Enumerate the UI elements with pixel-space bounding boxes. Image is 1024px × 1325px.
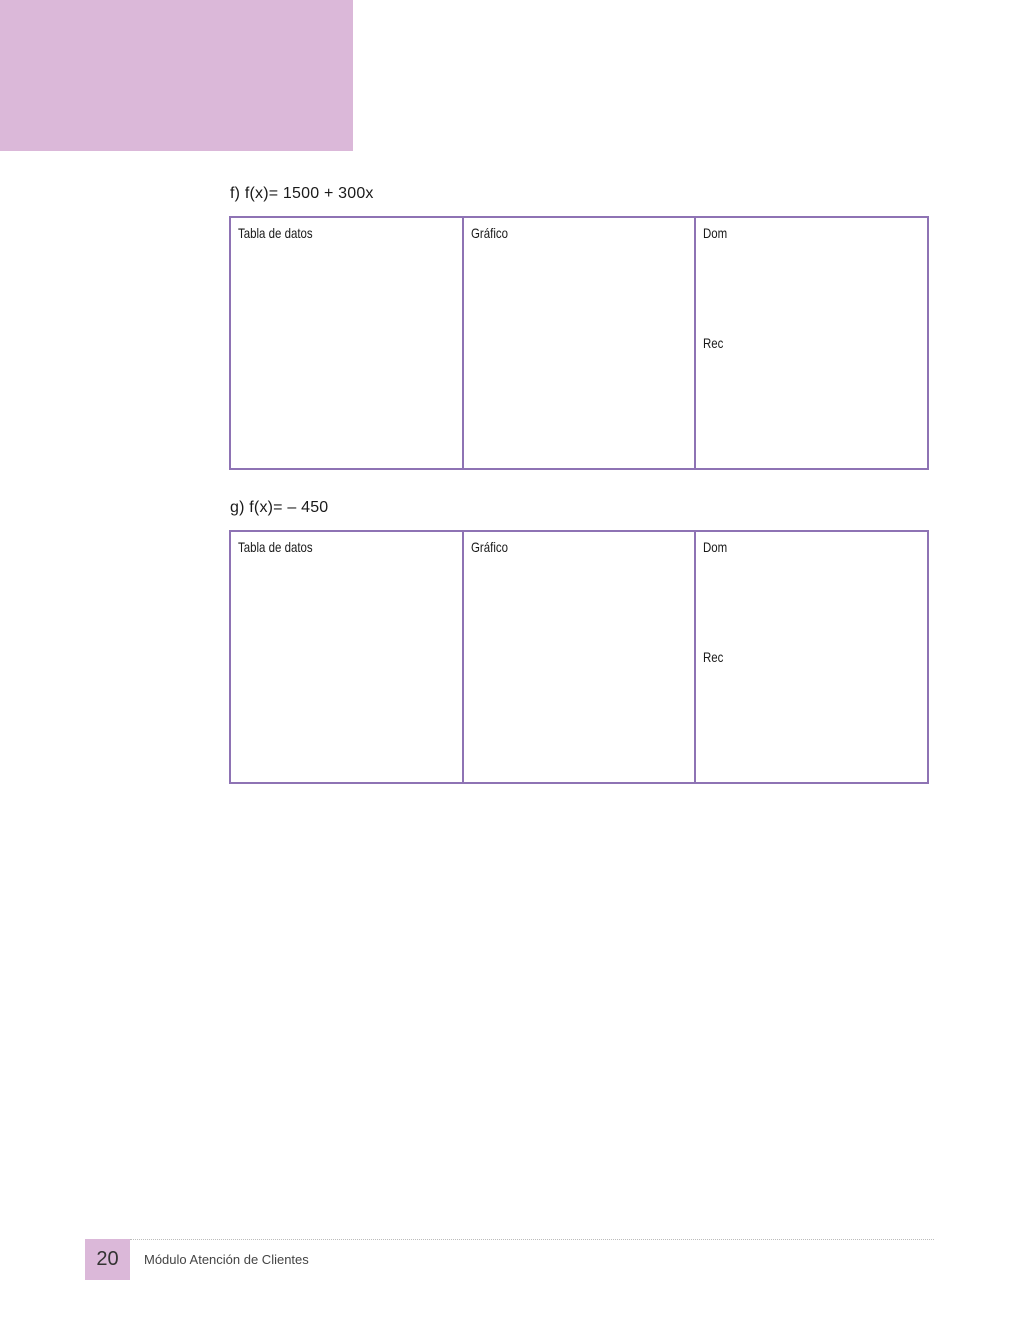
data-table-cell[interactable] [231, 218, 462, 468]
exercise-g-label: g) f(x)= – 450 [230, 499, 329, 516]
footer-divider [130, 1239, 934, 1240]
graph-label: Gráfico [470, 539, 508, 555]
footer-title: Módulo Atención de Clientes [144, 1252, 309, 1267]
graph-cell[interactable] [462, 218, 695, 468]
exercise-f-label: f) f(x)= 1500 + 300x [230, 185, 374, 202]
data-table-label: Tabla de datos [238, 539, 313, 555]
page-number: 20 [85, 1239, 130, 1280]
data-table-cell[interactable] [231, 532, 462, 782]
exercise-g-answer-table [229, 530, 929, 784]
domain-label: Dom [703, 225, 728, 241]
range-label: Rec [703, 649, 724, 665]
domain-label: Dom [703, 539, 728, 555]
graph-label: Gráfico [470, 225, 508, 241]
data-table-label: Tabla de datos [238, 225, 313, 241]
domain-range-cell[interactable] [694, 218, 927, 468]
exercise-f-answer-table [229, 216, 929, 470]
graph-cell[interactable] [462, 532, 695, 782]
range-label: Rec [703, 335, 724, 351]
domain-range-cell[interactable] [694, 532, 927, 782]
header-accent-block [0, 0, 353, 151]
